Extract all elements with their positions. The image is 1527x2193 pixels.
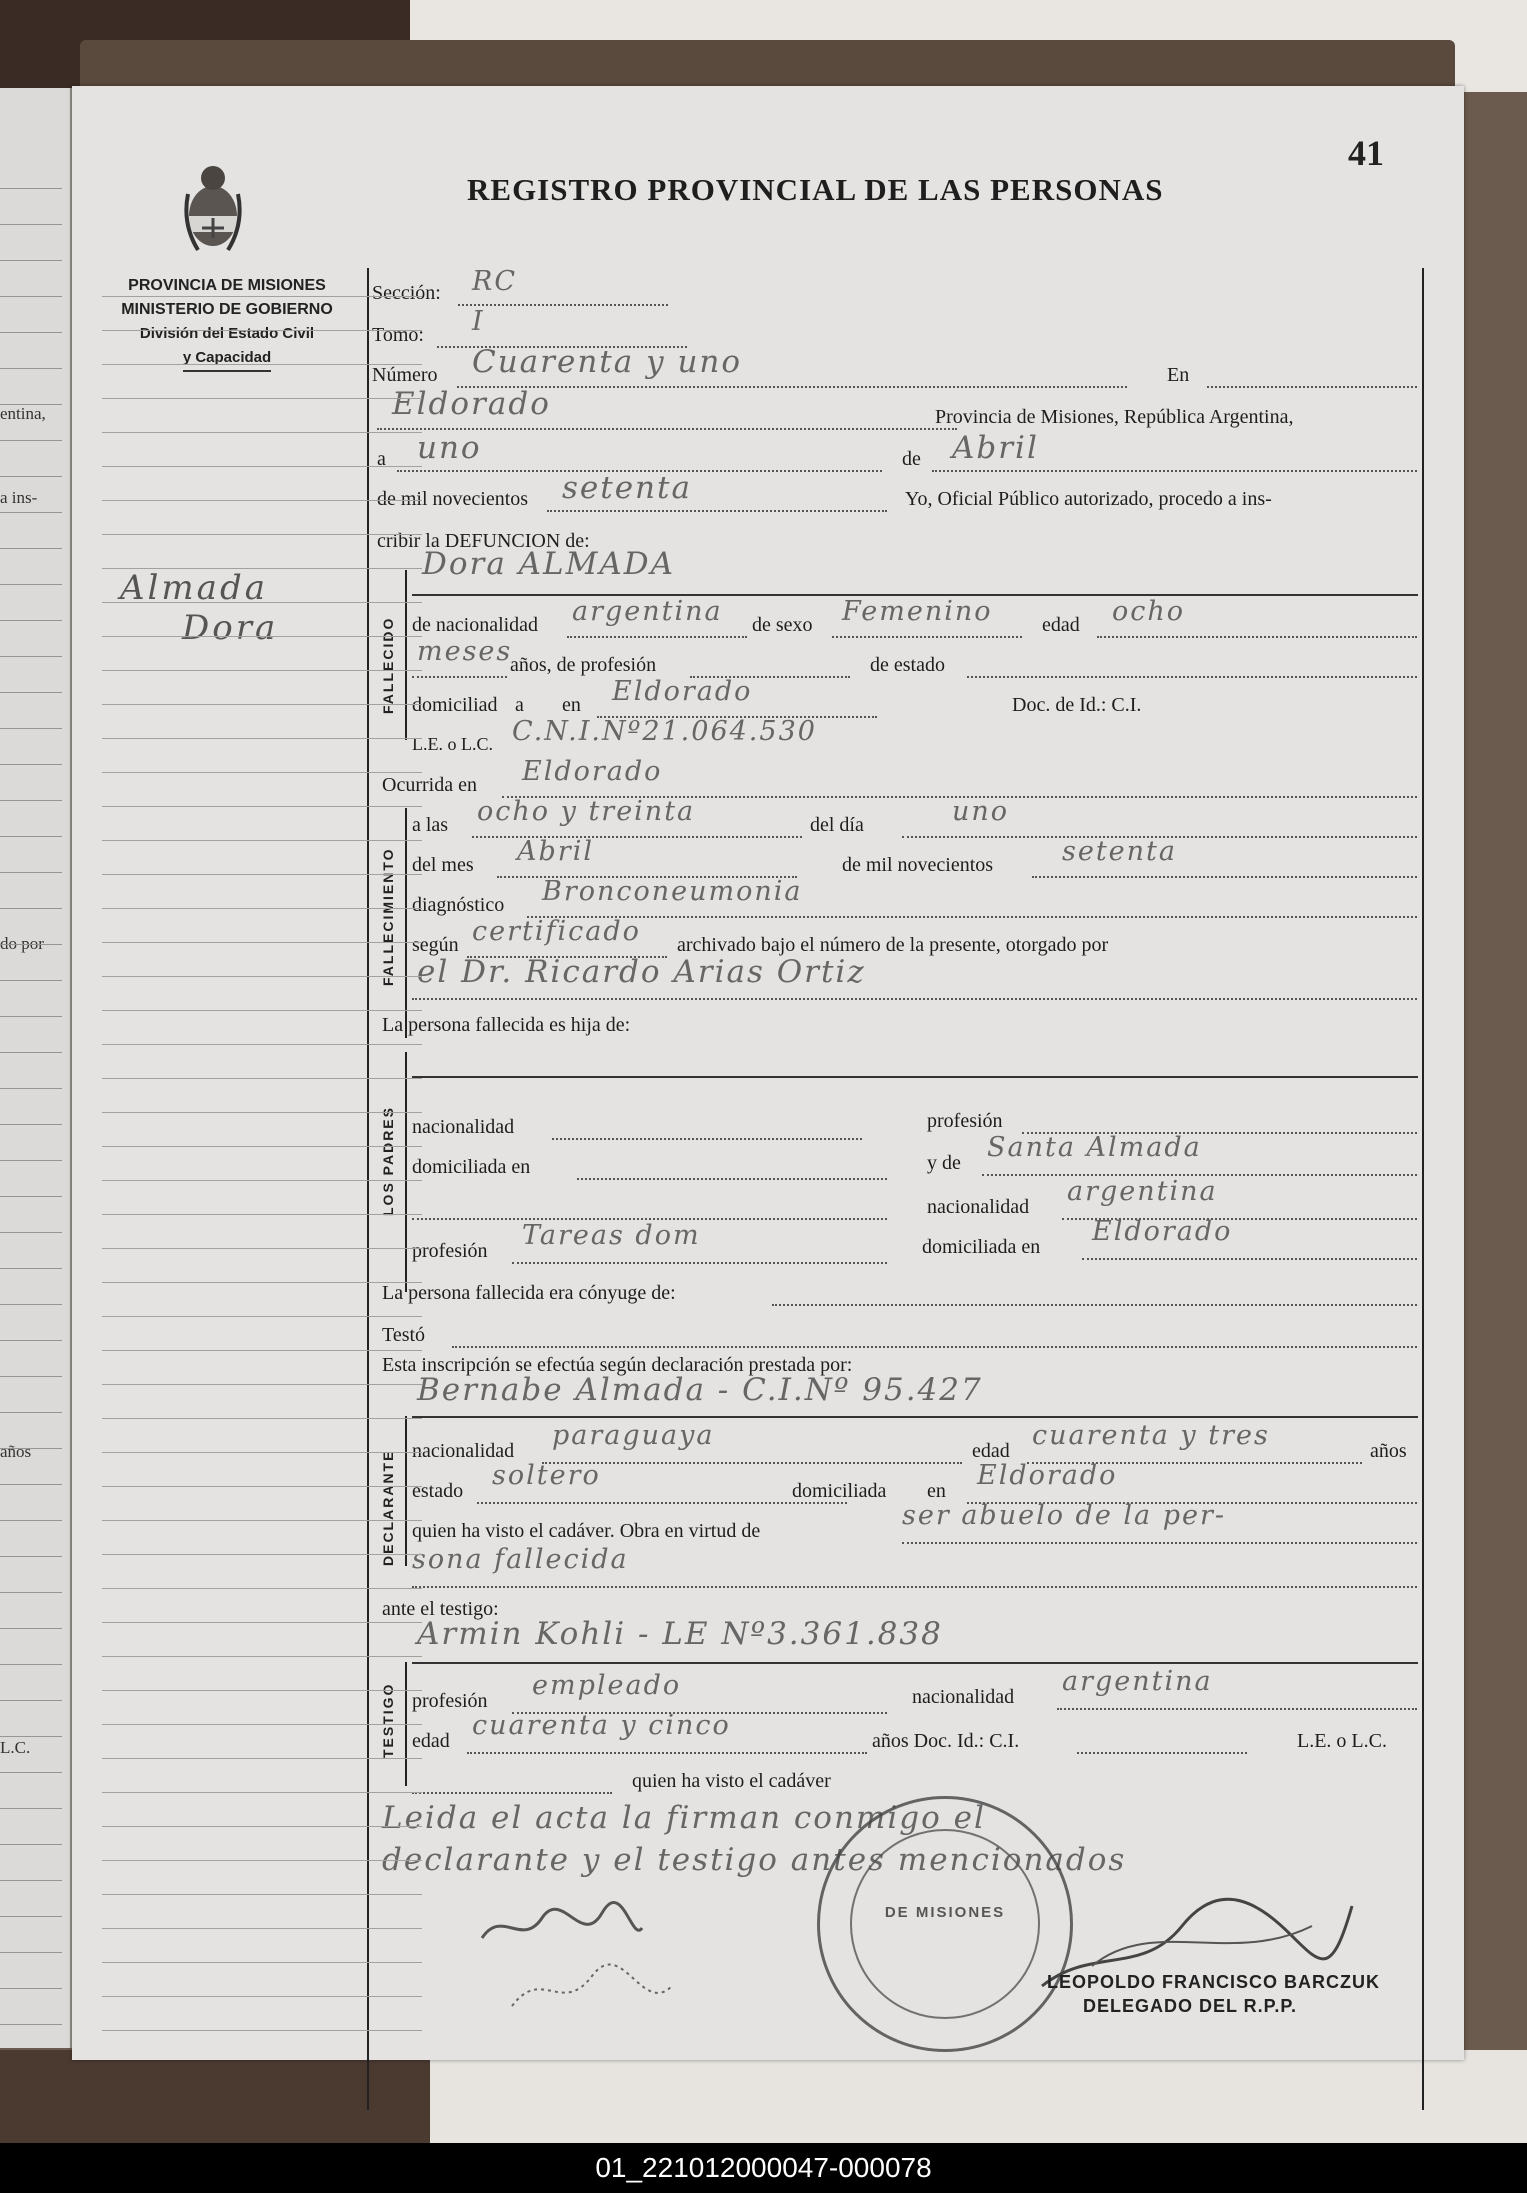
declarante-estado-label: estado bbox=[412, 1480, 464, 1502]
margin-ruled-line bbox=[102, 1180, 422, 1181]
del-dia-label: del día bbox=[810, 814, 864, 836]
prev-page-ruled-line bbox=[0, 764, 62, 765]
fallecido-estado-line bbox=[967, 676, 1417, 678]
declarante-nombre: Bernabe Almada - C.I.Nº 95.427 bbox=[417, 1372, 983, 1408]
prev-page-ruled-line bbox=[0, 1088, 62, 1089]
tomo-label: Tomo: bbox=[372, 324, 424, 346]
testigo-profesion-value: empleado bbox=[532, 1670, 682, 1701]
prev-page-ruled-line bbox=[0, 1736, 62, 1737]
diagnostico-line bbox=[527, 916, 1417, 918]
fallecido-sexo-label: de sexo bbox=[752, 614, 813, 636]
fallecido-nacionalidad-value: argentina bbox=[572, 596, 723, 627]
declarante-section-label: DECLARANTE bbox=[380, 1449, 396, 1566]
declarante-bracket bbox=[405, 1416, 407, 1566]
margin-ruled-line bbox=[102, 500, 422, 501]
witness-signature bbox=[502, 1956, 682, 2026]
image-caption: 01_221012000047-000078 bbox=[0, 2143, 1527, 2193]
margin-ruled-line bbox=[102, 1996, 422, 1997]
declarante-en-label: en bbox=[927, 1480, 946, 1502]
prev-page-ruled-line bbox=[0, 224, 62, 225]
anio-line-2 bbox=[1032, 876, 1417, 878]
fallecido-le-value: C.N.I.Nº21.064.530 bbox=[512, 716, 817, 747]
prev-page-ruled-line bbox=[0, 1340, 62, 1341]
margin-ruled-line bbox=[102, 1078, 422, 1079]
margin-ruled-line bbox=[102, 1112, 422, 1113]
prev-page-word: L.C. bbox=[0, 1738, 31, 1757]
margin-ruled-line bbox=[102, 704, 422, 705]
a-label: a bbox=[377, 448, 386, 470]
declaracion-text: Esta inscripción se efectúa según declaración prestada por: bbox=[382, 1354, 853, 1376]
fallecido-estado-label: de estado bbox=[870, 654, 945, 676]
diagnostico-value: Bronconeumonia bbox=[542, 876, 803, 907]
padre-domiciliada-label: domiciliada en bbox=[412, 1156, 531, 1178]
padre-profesion-label: profesión bbox=[927, 1110, 1003, 1132]
prev-page-ruled-line bbox=[0, 1484, 62, 1485]
margin-ruled-line bbox=[102, 568, 422, 569]
division-name: División del Estado Civil bbox=[139, 325, 315, 342]
margin-ruled-line bbox=[102, 1452, 422, 1453]
prev-page-ruled-line bbox=[0, 1016, 62, 1017]
testigo-ante-text: ante el testigo: bbox=[382, 1598, 499, 1620]
medico-line bbox=[412, 998, 1417, 1000]
testigo-anios-doc-label: años Doc. Id.: C.I. bbox=[872, 1730, 1020, 1752]
fallecido-en-label: en bbox=[562, 694, 581, 716]
testigo-nombre: Armin Kohli - LE Nº3.361.838 bbox=[417, 1616, 943, 1652]
margin-ruled-line bbox=[102, 2030, 422, 2031]
declarante-virtud2-value: sona fallecida bbox=[412, 1544, 629, 1575]
fallecido-doc-label: Doc. de Id.: C.I. bbox=[1012, 694, 1142, 716]
margin-ruled-line bbox=[102, 1520, 422, 1521]
fallecimiento-section-label: FALLECIMIENTO bbox=[380, 847, 396, 986]
prev-page-ruled-line bbox=[0, 1232, 62, 1233]
testigo-nacionalidad-label: nacionalidad bbox=[912, 1686, 1015, 1708]
margin-ruled-line bbox=[102, 1656, 422, 1657]
segun-label: según bbox=[412, 934, 459, 956]
prev-page-ruled-line bbox=[0, 1628, 62, 1629]
margin-ruled-line bbox=[102, 296, 422, 297]
de-label: de bbox=[902, 448, 921, 470]
prev-page-ruled-line bbox=[0, 512, 62, 513]
prev-page-word: años bbox=[0, 1442, 32, 1461]
prev-page-ruled-line bbox=[0, 728, 62, 729]
prev-page-ruled-line bbox=[0, 1772, 62, 1773]
dia-value-2: uno bbox=[952, 796, 1010, 827]
prev-page-ruled-line bbox=[0, 1052, 62, 1053]
prev-page-ruled-line bbox=[0, 620, 62, 621]
fallecido-nombre: Dora ALMADA bbox=[422, 546, 676, 582]
fallecido-le-label: L.E. o L.C. bbox=[412, 734, 493, 754]
anio-line bbox=[547, 510, 887, 512]
prev-page-ruled-line bbox=[0, 476, 62, 477]
margin-ruled-line bbox=[102, 330, 422, 331]
prev-page-ruled-line bbox=[0, 296, 62, 297]
prev-page-ruled-line bbox=[0, 800, 62, 801]
del-mes-label: del mes bbox=[412, 854, 474, 876]
margin-ruled-line bbox=[102, 1962, 422, 1963]
fallecido-section-label: FALLECIDO bbox=[380, 616, 396, 714]
declarante-edad-label: edad bbox=[972, 1440, 1010, 1462]
anio-value: setenta bbox=[562, 470, 692, 506]
mes-value-2: Abril bbox=[517, 836, 594, 867]
prev-page-ruled-line bbox=[0, 548, 62, 549]
margin-ruled-line bbox=[102, 1010, 422, 1011]
madre-nacionalidad-label: nacionalidad bbox=[927, 1196, 1030, 1218]
testigo-visto-text: quien ha visto el cadáver bbox=[632, 1770, 831, 1792]
y-de-label: y de bbox=[927, 1152, 961, 1174]
declarante-nacionalidad-value: paraguaya bbox=[552, 1420, 715, 1451]
prev-page-ruled-line bbox=[0, 872, 62, 873]
padre-domicilio-line bbox=[577, 1178, 887, 1180]
division-name-2: y Capacidad bbox=[183, 346, 271, 372]
margin-given-name: Dora bbox=[182, 608, 279, 648]
margin-ruled-line bbox=[102, 738, 422, 739]
prev-page-ruled-line bbox=[0, 944, 62, 945]
seccion-value: RC bbox=[472, 266, 517, 297]
mes-line bbox=[932, 470, 1417, 472]
prev-page-ruled-line bbox=[0, 656, 62, 657]
declarante-nacionalidad-line bbox=[542, 1462, 962, 1464]
margin-ruled-line bbox=[102, 1248, 422, 1249]
prev-page-ruled-line bbox=[0, 980, 62, 981]
prev-page-ruled-line bbox=[0, 1916, 62, 1917]
declarante-nacionalidad-label: nacionalidad bbox=[412, 1440, 515, 1462]
margin-ruled-line bbox=[102, 908, 422, 909]
oficial-text: Yo, Oficial Público autorizado, procedo a ins- bbox=[905, 488, 1272, 510]
testo-label: Testó bbox=[382, 1324, 426, 1346]
prev-page-ruled-line bbox=[0, 1160, 62, 1161]
register-page bbox=[72, 86, 1464, 2060]
margin-ruled-line bbox=[102, 602, 422, 603]
declarante-visto-text: quien ha visto el cadáver. Obra en virtud de bbox=[412, 1520, 761, 1542]
prev-page-ruled-line bbox=[0, 836, 62, 837]
fallecido-bracket bbox=[405, 570, 407, 740]
margin-ruled-line bbox=[102, 1384, 422, 1385]
testigo-nacionalidad-value: argentina bbox=[1062, 1666, 1213, 1697]
mil-label: de mil novecientos bbox=[377, 488, 529, 510]
testigo-edad-label: edad bbox=[412, 1730, 450, 1752]
padres-name-rule bbox=[412, 1076, 1418, 1078]
fallecido-edad-value: ocho bbox=[1112, 596, 1186, 627]
margin-ruled-line bbox=[102, 840, 422, 841]
medico-value: el Dr. Ricardo Arias Ortiz bbox=[417, 954, 866, 990]
prev-page-ruled-line bbox=[0, 1196, 62, 1197]
prev-page-ruled-line bbox=[0, 1664, 62, 1665]
declarante-edad-value: cuarenta y tres bbox=[1032, 1420, 1270, 1451]
segun-value: certificado bbox=[472, 916, 641, 947]
prev-page-word: entina, bbox=[0, 404, 46, 423]
hija-text: La persona fallecida es hija de: bbox=[382, 1014, 631, 1036]
madre-domicilio-line bbox=[1082, 1258, 1417, 1260]
prev-page-ruled-line bbox=[0, 908, 62, 909]
issuer-header bbox=[92, 274, 362, 372]
prev-page-ruled-line bbox=[0, 1952, 62, 1953]
left-margin-rule bbox=[367, 268, 369, 2110]
margin-ruled-line bbox=[102, 806, 422, 807]
margin-ruled-line bbox=[102, 1588, 422, 1589]
signer-block bbox=[1047, 1970, 1380, 2018]
margin-ruled-line bbox=[102, 1282, 422, 1283]
padres-bracket bbox=[405, 1052, 407, 1292]
declarante-anios-label: años bbox=[1370, 1440, 1407, 1462]
margin-surname: Almada bbox=[120, 568, 268, 608]
prev-page-ruled-line bbox=[0, 188, 62, 189]
prev-page-ruled-line bbox=[0, 1448, 62, 1449]
mes-value: Abril bbox=[952, 430, 1039, 466]
fallecido-nacionalidad-line bbox=[567, 636, 747, 638]
margin-ruled-line bbox=[102, 1554, 422, 1555]
en-label: En bbox=[1167, 364, 1190, 386]
hora-value: ocho y treinta bbox=[477, 796, 696, 827]
testigo-section-label: TESTIGO bbox=[380, 1682, 396, 1758]
closing-line-1: Leida el acta la firman conmigo el bbox=[382, 1800, 986, 1836]
numero-value: Cuarenta y uno bbox=[472, 344, 743, 380]
declarante-domicilio-value: Eldorado bbox=[977, 1460, 1118, 1491]
prev-page-ruled-line bbox=[0, 2024, 62, 2025]
prev-page-ruled-line bbox=[0, 332, 62, 333]
declarante-virtud-line bbox=[902, 1542, 1417, 1544]
anio-value-2: setenta bbox=[1062, 836, 1177, 867]
testigo-nacionalidad-line bbox=[1057, 1708, 1417, 1710]
margin-ruled-line bbox=[102, 1928, 422, 1929]
seal-inner-ring bbox=[850, 1829, 1040, 2019]
testigo-edad-value: cuarenta y cinco bbox=[472, 1710, 731, 1741]
fallecido-edad-label: edad bbox=[1042, 614, 1080, 636]
fallecido-domicilio-label: domiciliad bbox=[412, 694, 498, 716]
fallecido-sexo-value: Femenino bbox=[842, 596, 993, 627]
prev-page-ruled-line bbox=[0, 368, 62, 369]
declarant-signature bbox=[472, 1898, 652, 1958]
prev-page-ruled-line bbox=[0, 1592, 62, 1593]
margin-ruled-line bbox=[102, 466, 422, 467]
seal-text: DE MISIONES bbox=[884, 1904, 1006, 1921]
margin-ruled-line bbox=[102, 1724, 422, 1725]
prev-page-ruled-line bbox=[0, 1556, 62, 1557]
lugar-value: Eldorado bbox=[392, 386, 551, 422]
prev-page-ruled-line bbox=[0, 404, 62, 405]
signer-title: DELEGADO DEL R.P.P. bbox=[1083, 1996, 1298, 2016]
province-name: PROVINCIA DE MISIONES bbox=[128, 277, 326, 294]
testigo-ci-line bbox=[1077, 1752, 1247, 1754]
declarante-estado-value: soltero bbox=[492, 1460, 601, 1491]
declarante-domiciliada-label: domiciliada bbox=[792, 1480, 887, 1502]
testigo-profesion-label: profesión bbox=[412, 1690, 488, 1712]
prev-page-word: a ins- bbox=[0, 488, 38, 507]
margin-ruled-line bbox=[102, 1214, 422, 1215]
margin-ruled-line bbox=[102, 1792, 422, 1793]
margin-ruled-line bbox=[102, 942, 422, 943]
prev-page-ruled-line bbox=[0, 1376, 62, 1377]
margin-ruled-line bbox=[102, 1690, 422, 1691]
prev-page-ruled-line bbox=[0, 1700, 62, 1701]
testigo-le-label: L.E. o L.C. bbox=[1297, 1730, 1387, 1752]
conyuge-text: La persona fallecida era cónyuge de: bbox=[382, 1282, 676, 1304]
prev-page-ruled-line bbox=[0, 1844, 62, 1845]
padre-nacionalidad-line bbox=[552, 1138, 862, 1140]
numero-line bbox=[457, 386, 1127, 388]
testigo-visto-line bbox=[412, 1792, 612, 1794]
madre-profesion-label: profesión bbox=[412, 1240, 488, 1262]
prev-page-ruled-line bbox=[0, 1412, 62, 1413]
testo-line bbox=[452, 1346, 1417, 1348]
coat-of-arms-icon bbox=[180, 154, 246, 264]
prev-page-ruled-line bbox=[0, 584, 62, 585]
madre-profesion-value: Tareas dom bbox=[522, 1220, 701, 1251]
margin-ruled-line bbox=[102, 1826, 422, 1827]
declarante-virtud2-line bbox=[412, 1586, 1417, 1588]
madre-domicilio-value: Eldorado bbox=[1092, 1216, 1233, 1247]
prev-page-ruled-line bbox=[0, 440, 62, 441]
dia-value: uno bbox=[417, 430, 482, 466]
margin-ruled-line bbox=[102, 976, 422, 977]
provincia-text: Provincia de Misiones, República Argentina, bbox=[935, 406, 1294, 428]
madre-domiciliada-label: domiciliada en bbox=[922, 1236, 1041, 1258]
testigo-edad-line bbox=[467, 1752, 867, 1754]
declarante-virtud-value: ser abuelo de la per- bbox=[902, 1500, 1226, 1531]
fallecido-edad2-line bbox=[412, 676, 507, 678]
margin-ruled-line bbox=[102, 1316, 422, 1317]
margin-ruled-line bbox=[102, 1894, 422, 1895]
margin-ruled-line bbox=[102, 432, 422, 433]
closing-line-2: declarante y el testigo antes mencionados bbox=[382, 1842, 1127, 1878]
margin-ruled-line bbox=[102, 670, 422, 671]
fallecido-sexo-line bbox=[832, 636, 1022, 638]
margin-ruled-line bbox=[102, 874, 422, 875]
tomo-value: I bbox=[472, 306, 485, 337]
a-las-label: a las bbox=[412, 814, 449, 836]
numero-label: Número bbox=[372, 364, 438, 386]
prev-page-ruled-line bbox=[0, 1988, 62, 1989]
prev-page-ruled-line bbox=[0, 692, 62, 693]
margin-ruled-line bbox=[102, 1860, 422, 1861]
signer-name: LEOPOLDO FRANCISCO BARCZUK bbox=[1047, 1972, 1380, 1992]
en-line bbox=[1207, 386, 1417, 388]
madre-value: Santa Almada bbox=[987, 1132, 1202, 1163]
testigo-name-rule bbox=[412, 1662, 1418, 1664]
prev-page-ruled-line bbox=[0, 1880, 62, 1881]
madre-profesion-line bbox=[512, 1262, 887, 1264]
archivado-text: archivado bajo el número de la presente, otorgado por bbox=[677, 934, 1109, 956]
margin-ruled-line bbox=[102, 1146, 422, 1147]
margin-ruled-line bbox=[102, 398, 422, 399]
margin-ruled-line bbox=[102, 1350, 422, 1351]
margin-ruled-line bbox=[102, 636, 422, 637]
fallecido-edad2-value: meses bbox=[417, 636, 513, 667]
declarante-name-rule bbox=[412, 1416, 1418, 1418]
fallecimiento-bracket bbox=[405, 808, 407, 1038]
ocurrida-value: Eldorado bbox=[522, 756, 663, 787]
mil-label-2: de mil novecientos bbox=[842, 854, 994, 876]
prev-page-ruled-line bbox=[0, 1124, 62, 1125]
background-bottom-right bbox=[430, 2050, 1527, 2143]
fallecido-edad-line bbox=[1097, 636, 1417, 638]
right-margin-rule bbox=[1422, 268, 1424, 2110]
fallecido-anios-label: años, de profesión bbox=[510, 654, 657, 676]
inscribir-text: cribir la DEFUNCION de: bbox=[377, 530, 590, 552]
padres-section-label: LOS PADRES bbox=[380, 1106, 396, 1216]
conyuge-line bbox=[772, 1304, 1417, 1306]
page-number: 41 bbox=[1348, 133, 1384, 173]
seccion-line bbox=[458, 304, 668, 306]
margin-ruled-line bbox=[102, 534, 422, 535]
margin-ruled-line bbox=[102, 772, 422, 773]
fallecido-domicilio-value: Eldorado bbox=[612, 676, 753, 707]
prev-page-ruled-line bbox=[0, 1268, 62, 1269]
fallecido-nacionalidad-label: de nacionalidad bbox=[412, 614, 539, 636]
seccion-label: Sección: bbox=[372, 282, 441, 304]
prev-page-ruled-line bbox=[0, 1520, 62, 1521]
prev-page-ruled-line bbox=[0, 260, 62, 261]
fallecido-domicilio-suffix: a bbox=[515, 694, 524, 716]
prev-page-ruled-line bbox=[0, 1304, 62, 1305]
margin-ruled-line bbox=[102, 1622, 422, 1623]
margin-ruled-line bbox=[102, 1486, 422, 1487]
diagnostico-label: diagnóstico bbox=[412, 894, 505, 916]
margin-ruled-line bbox=[102, 364, 422, 365]
previous-page-edge bbox=[0, 88, 72, 2048]
ocurrida-label: Ocurrida en bbox=[382, 774, 477, 796]
margin-ruled-line bbox=[102, 1418, 422, 1419]
padre-nacionalidad-label: nacionalidad bbox=[412, 1116, 515, 1138]
margin-ruled-line bbox=[102, 1758, 422, 1759]
official-seal bbox=[817, 1796, 1073, 2052]
document-title: REGISTRO PROVINCIAL DE LAS PERSONAS bbox=[467, 172, 1164, 207]
margin-ruled-line bbox=[102, 1044, 422, 1045]
madre-nacionalidad-value: argentina bbox=[1067, 1176, 1218, 1207]
ministry-name: MINISTERIO DE GOBIERNO bbox=[121, 301, 333, 318]
prev-page-word: do por bbox=[0, 934, 44, 953]
prev-page-ruled-line bbox=[0, 1808, 62, 1809]
